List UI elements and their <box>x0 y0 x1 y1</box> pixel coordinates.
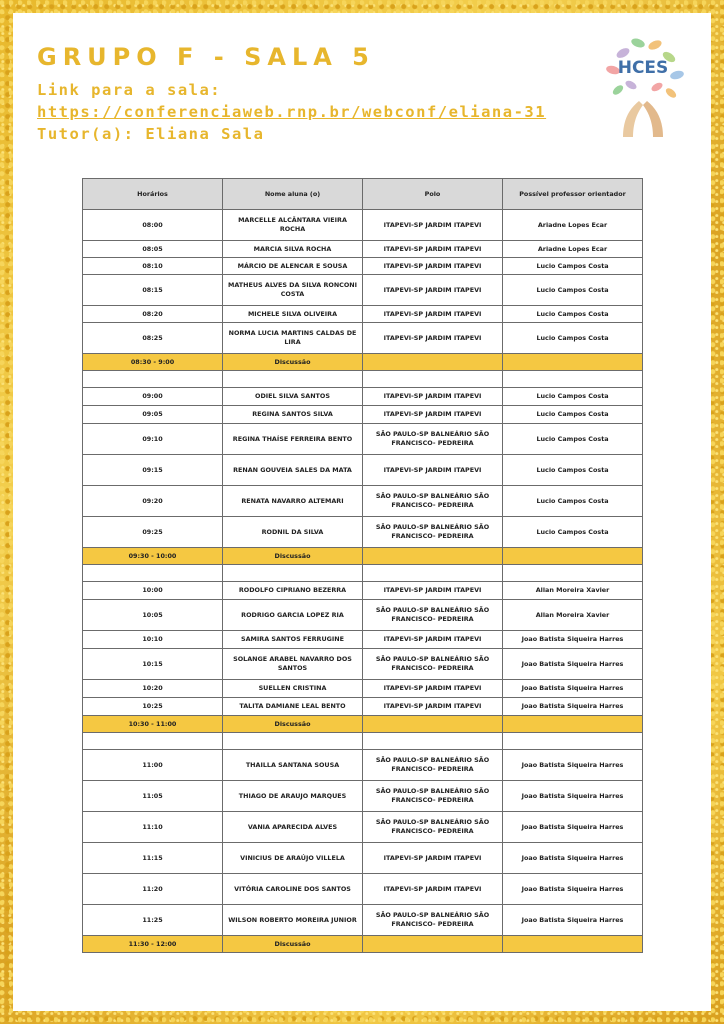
cell-name: SUELLEN CRISTINA <box>223 680 363 698</box>
cell-time: 11:30 - 12:00 <box>83 936 223 953</box>
logo-text: HCES <box>617 58 669 78</box>
cell-prof: Joao Batista Siqueira Harres <box>503 631 643 649</box>
table-row <box>83 388 643 406</box>
cell-prof: Joao Batista Siqueira Harres <box>503 781 643 812</box>
table-row <box>83 241 643 258</box>
cell-time: 10:00 <box>83 582 223 600</box>
column-header-time: Horários <box>83 179 223 210</box>
cell-prof: Lucio Campos Costa <box>503 323 643 354</box>
table-row <box>83 600 643 631</box>
cell-name: VITÓRIA CAROLINE DOS SANTOS <box>223 874 363 905</box>
cell-name: REGINA SANTOS SILVA <box>223 406 363 424</box>
cell-prof <box>503 716 643 733</box>
cell-name: VINICIUS DE ARAÚJO VILLELA <box>223 843 363 874</box>
schedule-table <box>82 178 643 953</box>
table-row <box>83 680 643 698</box>
cell-name: RODOLFO CIPRIANO BEZERRA <box>223 582 363 600</box>
cell-polo: ITAPEVI-SP JARDIM ITAPEVI <box>363 874 503 905</box>
cell-time: 09:10 <box>83 424 223 455</box>
header-block <box>37 43 546 145</box>
schedule-body <box>83 210 643 953</box>
cell-time: 10:30 - 11:00 <box>83 716 223 733</box>
cell-name: MICHELE SILVA OLIVEIRA <box>223 306 363 323</box>
cell-prof: Allan Moreira Xavier <box>503 600 643 631</box>
cell-name: REGINA THAÍSE FERREIRA BENTO <box>223 424 363 455</box>
cell-polo: SÃO PAULO-SP BALNEÁRIO SÃO FRANCISCO- PEDREIRA <box>363 812 503 843</box>
cell-prof: Ariadne Lopes Ecar <box>503 241 643 258</box>
cell-polo: ITAPEVI-SP JARDIM ITAPEVI <box>363 388 503 406</box>
cell-name: ODIEL SILVA SANTOS <box>223 388 363 406</box>
cell-prof: Lucio Campos Costa <box>503 306 643 323</box>
cell-polo: ITAPEVI-SP JARDIM ITAPEVI <box>363 843 503 874</box>
discussion-row <box>83 936 643 953</box>
cell-time: 10:10 <box>83 631 223 649</box>
cell-prof <box>503 936 643 953</box>
cell-name: THIAGO DE ARAUJO MARQUES <box>223 781 363 812</box>
cell-prof: Lucio Campos Costa <box>503 486 643 517</box>
discussion-row <box>83 716 643 733</box>
cell-time: 11:20 <box>83 874 223 905</box>
cell-time: 11:10 <box>83 812 223 843</box>
tutor-label: Tutor(a): Eliana Sala <box>37 125 265 143</box>
cell-name: Discussão <box>223 936 363 953</box>
cell-time: 10:20 <box>83 680 223 698</box>
document-page <box>13 13 711 1011</box>
discussion-row <box>83 354 643 371</box>
cell-name: RENATA NAVARRO ALTEMARI <box>223 486 363 517</box>
cell-prof: Lucio Campos Costa <box>503 388 643 406</box>
table-row <box>83 905 643 936</box>
cell-time: 10:15 <box>83 649 223 680</box>
cell-time: 09:20 <box>83 486 223 517</box>
cell-prof: Lucio Campos Costa <box>503 424 643 455</box>
cell-prof: Joao Batista Siqueira Harres <box>503 874 643 905</box>
table-row <box>83 455 643 486</box>
table-row <box>83 517 643 548</box>
table-row <box>83 306 643 323</box>
cell-polo <box>363 565 503 582</box>
cell-name: TALITA DAMIANE LEAL BENTO <box>223 698 363 716</box>
cell-polo <box>363 354 503 371</box>
cell-prof: Joao Batista Siqueira Harres <box>503 812 643 843</box>
cell-time: 09:15 <box>83 455 223 486</box>
cell-prof: Joao Batista Siqueira Harres <box>503 649 643 680</box>
cell-polo: ITAPEVI-SP JARDIM ITAPEVI <box>363 306 503 323</box>
cell-name: Discussão <box>223 354 363 371</box>
cell-prof: Joao Batista Siqueira Harres <box>503 905 643 936</box>
cell-time: 08:00 <box>83 210 223 241</box>
cell-polo: ITAPEVI-SP JARDIM ITAPEVI <box>363 323 503 354</box>
cell-time <box>83 371 223 388</box>
cell-name: WILSON ROBERTO MOREIRA JUNIOR <box>223 905 363 936</box>
column-header-name: Nome aluna (o) <box>223 179 363 210</box>
cell-prof <box>503 371 643 388</box>
cell-name: SOLANGE ARABEL NAVARRO DOS SANTOS <box>223 649 363 680</box>
cell-polo: SÃO PAULO-SP BALNEÁRIO SÃO FRANCISCO- PEDREIRA <box>363 750 503 781</box>
cell-prof <box>503 354 643 371</box>
cell-prof: Joao Batista Siqueira Harres <box>503 698 643 716</box>
cell-name: Discussão <box>223 716 363 733</box>
cell-prof: Joao Batista Siqueira Harres <box>503 680 643 698</box>
cell-time: 09:30 - 10:00 <box>83 548 223 565</box>
cell-time: 09:00 <box>83 388 223 406</box>
cell-prof <box>503 733 643 750</box>
cell-name: SAMIRA SANTOS FERRUGINE <box>223 631 363 649</box>
hands-icon <box>623 101 663 137</box>
cell-polo: ITAPEVI-SP JARDIM ITAPEVI <box>363 631 503 649</box>
room-link[interactable]: https://conferenciaweb.rnp.br/webconf/eliana-31 <box>37 103 547 121</box>
cell-polo: SÃO PAULO-SP BALNEÁRIO SÃO FRANCISCO- PEDREIRA <box>363 600 503 631</box>
page-title: GRUPO F - SALA 5 <box>37 43 375 71</box>
cell-name <box>223 733 363 750</box>
hces-logo <box>593 25 693 140</box>
cell-name <box>223 565 363 582</box>
cell-prof: Lucio Campos Costa <box>503 258 643 275</box>
cell-polo: ITAPEVI-SP JARDIM ITAPEVI <box>363 582 503 600</box>
table-row <box>83 486 643 517</box>
table-row <box>83 323 643 354</box>
cell-name: THAILLA SANTANA SOUSA <box>223 750 363 781</box>
cell-time <box>83 565 223 582</box>
cell-time: 11:25 <box>83 905 223 936</box>
cell-time: 08:25 <box>83 323 223 354</box>
cell-polo <box>363 733 503 750</box>
cell-time <box>83 733 223 750</box>
table-row <box>83 781 643 812</box>
column-header-professor: Possível professor orientador <box>503 179 643 210</box>
cell-time: 11:05 <box>83 781 223 812</box>
cell-polo: ITAPEVI-SP JARDIM ITAPEVI <box>363 258 503 275</box>
table-row <box>83 843 643 874</box>
table-row <box>83 874 643 905</box>
cell-time: 08:10 <box>83 258 223 275</box>
discussion-row <box>83 548 643 565</box>
cell-polo: ITAPEVI-SP JARDIM ITAPEVI <box>363 241 503 258</box>
table-row <box>83 210 643 241</box>
cell-name: Discussão <box>223 548 363 565</box>
cell-name: RODRIGO GARCIA LOPEZ RIA <box>223 600 363 631</box>
cell-prof: Lucio Campos Costa <box>503 517 643 548</box>
cell-polo: SÃO PAULO-SP BALNEÁRIO SÃO FRANCISCO- PEDREIRA <box>363 905 503 936</box>
cell-time: 08:05 <box>83 241 223 258</box>
cell-polo: SÃO PAULO-SP BALNEÁRIO SÃO FRANCISCO- PEDREIRA <box>363 517 503 548</box>
column-header-polo: Polo <box>363 179 503 210</box>
table-header-row <box>83 179 643 210</box>
table-row <box>83 750 643 781</box>
table-row <box>83 406 643 424</box>
cell-prof: Lucio Campos Costa <box>503 455 643 486</box>
cell-polo: ITAPEVI-SP JARDIM ITAPEVI <box>363 210 503 241</box>
cell-polo: ITAPEVI-SP JARDIM ITAPEVI <box>363 455 503 486</box>
table-row <box>83 631 643 649</box>
table-row <box>83 649 643 680</box>
cell-polo <box>363 936 503 953</box>
spacer-row <box>83 733 643 750</box>
cell-time: 10:25 <box>83 698 223 716</box>
cell-name: MATHEUS ALVES DA SILVA RONCONI COSTA <box>223 275 363 306</box>
spacer-row <box>83 371 643 388</box>
cell-name: VANIA APARECIDA ALVES <box>223 812 363 843</box>
cell-time: 08:15 <box>83 275 223 306</box>
table-row <box>83 424 643 455</box>
cell-polo: SÃO PAULO-SP BALNEÁRIO SÃO FRANCISCO- PEDREIRA <box>363 649 503 680</box>
cell-polo: ITAPEVI-SP JARDIM ITAPEVI <box>363 698 503 716</box>
cell-polo: ITAPEVI-SP JARDIM ITAPEVI <box>363 275 503 306</box>
cell-prof <box>503 565 643 582</box>
cell-polo: ITAPEVI-SP JARDIM ITAPEVI <box>363 680 503 698</box>
cell-time: 09:05 <box>83 406 223 424</box>
cell-name: MARCIA SILVA ROCHA <box>223 241 363 258</box>
cell-time: 08:20 <box>83 306 223 323</box>
table-row <box>83 698 643 716</box>
spacer-row <box>83 565 643 582</box>
cell-prof: Ariadne Lopes Ecar <box>503 210 643 241</box>
cell-polo <box>363 548 503 565</box>
table-row <box>83 258 643 275</box>
cell-name: RODNIL DA SILVA <box>223 517 363 548</box>
cell-prof: Lucio Campos Costa <box>503 406 643 424</box>
cell-polo: SÃO PAULO-SP BALNEÁRIO SÃO FRANCISCO- PEDREIRA <box>363 781 503 812</box>
table-row <box>83 812 643 843</box>
cell-time: 10:05 <box>83 600 223 631</box>
table-row <box>83 582 643 600</box>
cell-name: NORMA LUCIA MARTINS CALDAS DE LIRA <box>223 323 363 354</box>
cell-prof <box>503 548 643 565</box>
cell-name: MARCELLE ALCÂNTARA VIEIRA ROCHA <box>223 210 363 241</box>
cell-name: RENAN GOUVEIA SALES DA MATA <box>223 455 363 486</box>
cell-polo: SÃO PAULO-SP BALNEÁRIO SÃO FRANCISCO- PEDREIRA <box>363 486 503 517</box>
link-label: Link para a sala: <box>37 81 222 99</box>
cell-polo: SÃO PAULO-SP BALNEÁRIO SÃO FRANCISCO- PEDREIRA <box>363 424 503 455</box>
cell-time: 11:15 <box>83 843 223 874</box>
cell-polo <box>363 716 503 733</box>
cell-polo: ITAPEVI-SP JARDIM ITAPEVI <box>363 406 503 424</box>
cell-name <box>223 371 363 388</box>
table-row <box>83 275 643 306</box>
cell-time: 08:30 - 9:00 <box>83 354 223 371</box>
cell-prof: Joao Batista Siqueira Harres <box>503 843 643 874</box>
cell-name: MÁRCIO DE ALENCAR E SOUSA <box>223 258 363 275</box>
cell-polo <box>363 371 503 388</box>
cell-time: 11:00 <box>83 750 223 781</box>
cell-time: 09:25 <box>83 517 223 548</box>
cell-prof: Lucio Campos Costa <box>503 275 643 306</box>
cell-prof: Allan Moreira Xavier <box>503 582 643 600</box>
cell-prof: Joao Batista Siqueira Harres <box>503 750 643 781</box>
